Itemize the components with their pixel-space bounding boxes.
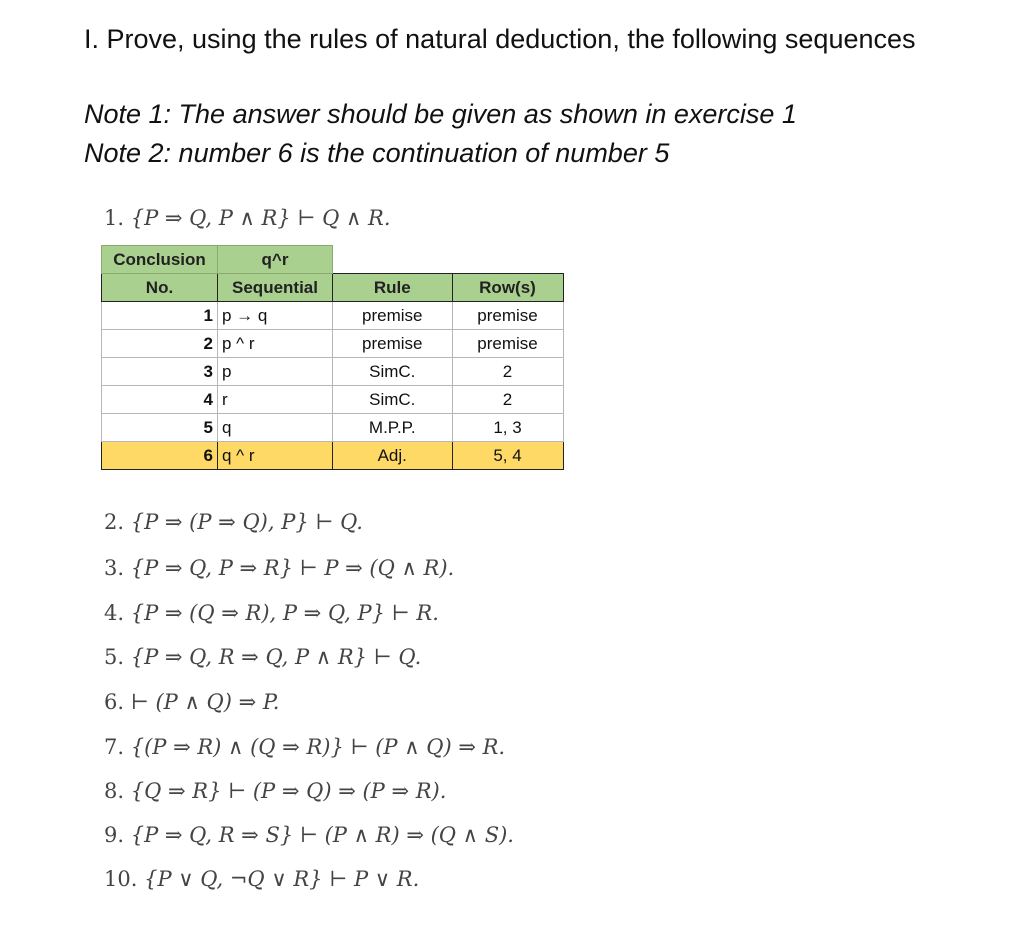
row-rows: premise	[452, 330, 563, 358]
row-number: 4	[102, 386, 218, 414]
table-row-conclusion	[102, 442, 564, 470]
exercise-5	[104, 645, 421, 669]
exercise-sequent: {P ⇒ Q, P ∧ R} ⊢ Q ∧ R.	[130, 206, 391, 230]
table-row	[102, 330, 564, 358]
conclusion-value: q^r	[218, 246, 333, 274]
exercise-sequent: ⊢ (P ∧ Q) ⇒ P.	[130, 690, 280, 714]
row-rows: 5, 4	[452, 442, 563, 470]
table-row	[102, 414, 564, 442]
exercise-2	[104, 510, 363, 534]
row-sequential: p	[218, 358, 333, 386]
header-no: No.	[102, 274, 218, 302]
row-sequential: p → q	[218, 302, 333, 330]
exercise-sequent: {P ⇒ Q, R ⇒ S} ⊢ (P ∧ R) ⇒ (Q ∧ S).	[130, 823, 514, 847]
exercise-number: 3.	[104, 556, 125, 580]
row-sequential: p ^ r	[218, 330, 333, 358]
row-rule: SimC.	[333, 386, 453, 414]
row-sequential: q	[218, 414, 333, 442]
exercise-8	[104, 779, 446, 803]
row-rows: 2	[452, 386, 563, 414]
row-sequential: q ^ r	[218, 442, 333, 470]
exercise-sequent: {P ∨ Q, ¬Q ∨ R} ⊢ P ∨ R.	[144, 867, 420, 891]
note-1: Note 1: The answer should be given as shown in exercise 1	[84, 99, 797, 129]
exercise-3	[104, 556, 454, 580]
table-row	[102, 302, 564, 330]
exercise-6	[104, 690, 279, 714]
exercise-4	[104, 601, 439, 625]
header-rows: Row(s)	[452, 274, 563, 302]
exercise-sequent: {Q ⇒ R} ⊢ (P ⇒ Q) ⇒ (P ⇒ R).	[130, 779, 447, 803]
header-sequential: Sequential	[218, 274, 333, 302]
row-sequential: r	[218, 386, 333, 414]
row-rows: premise	[452, 302, 563, 330]
page-heading: I. Prove, using the rules of natural deduction, the following sequences	[84, 24, 916, 54]
row-number: 5	[102, 414, 218, 442]
exercise-number: 9.	[104, 823, 125, 847]
row-rows: 2	[452, 358, 563, 386]
exercise-number: 2.	[104, 510, 125, 534]
exercise-number: 8.	[104, 779, 125, 803]
row-rule: M.P.P.	[333, 414, 453, 442]
row-rule: SimC.	[333, 358, 453, 386]
exercise-sequent: {P ⇒ Q, R ⇒ Q, P ∧ R} ⊢ Q.	[130, 645, 422, 669]
row-number: 3	[102, 358, 218, 386]
row-rule: premise	[333, 330, 453, 358]
exercise-10	[104, 867, 419, 891]
note-2: Note 2: number 6 is the continuation of number 5	[84, 138, 670, 168]
row-rule: Adj.	[333, 442, 453, 470]
exercise-sequent: {P ⇒ (Q ⇒ R), P ⇒ Q, P} ⊢ R.	[130, 601, 439, 625]
proof-table	[101, 245, 564, 470]
exercise-sequent: {P ⇒ (P ⇒ Q), P} ⊢ Q.	[130, 510, 363, 534]
exercise-7	[104, 735, 505, 759]
conclusion-label: Conclusion	[102, 246, 218, 274]
row-rule: premise	[333, 302, 453, 330]
exercise-sequent: {P ⇒ Q, P ⇒ R} ⊢ P ⇒ (Q ∧ R).	[130, 556, 455, 580]
row-number: 2	[102, 330, 218, 358]
exercise-number: 7.	[104, 735, 125, 759]
exercise-number: 10.	[104, 867, 138, 891]
row-number: 6	[102, 442, 218, 470]
table-row	[102, 386, 564, 414]
row-number: 1	[102, 302, 218, 330]
exercise-number: 6.	[104, 690, 125, 714]
exercise-9	[104, 823, 514, 847]
example-exercise	[104, 206, 391, 230]
table-row	[102, 358, 564, 386]
exercise-number: 5.	[104, 645, 125, 669]
exercise-number: 1.	[104, 206, 125, 230]
row-rows: 1, 3	[452, 414, 563, 442]
exercise-sequent: {(P ⇒ R) ∧ (Q ⇒ R)} ⊢ (P ∧ Q) ⇒ R.	[130, 735, 506, 759]
header-rule: Rule	[333, 274, 453, 302]
exercise-number: 4.	[104, 601, 125, 625]
